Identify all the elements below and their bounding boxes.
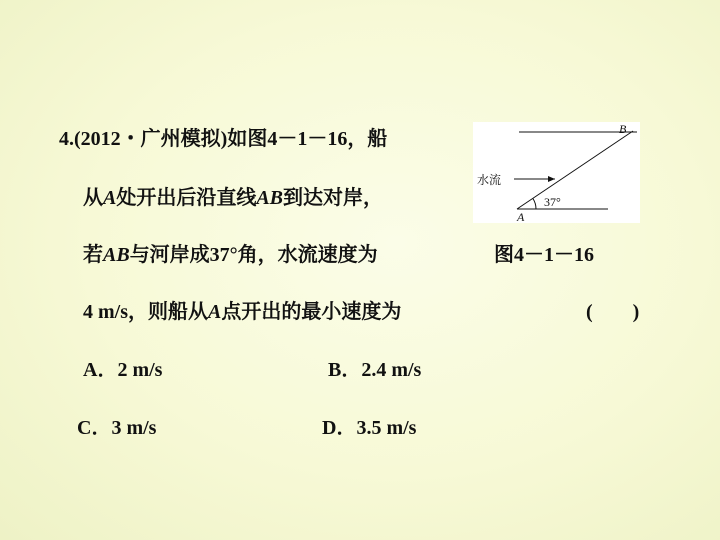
question-line-2	[83, 185, 383, 211]
point-b-label: B	[619, 122, 627, 136]
option-value: 3.5 m/s	[356, 417, 417, 439]
answer-blank: ( )	[586, 301, 640, 323]
option-value: 3 m/s	[111, 417, 157, 439]
option-letter: D．	[322, 417, 357, 439]
text-segment: 从	[83, 187, 103, 209]
option-d	[322, 415, 416, 441]
option-c	[77, 415, 156, 441]
option-value: 2 m/s	[117, 359, 163, 381]
flow-arrow-head	[548, 176, 555, 182]
question-line-1	[59, 126, 387, 152]
figure-caption-text: 图4－1－16	[494, 244, 594, 266]
path-ab-line	[517, 131, 633, 209]
flow-label: 水流	[477, 173, 502, 187]
text-segment: 4 m/s，则船从	[83, 301, 208, 323]
point-a-ref: A	[208, 301, 222, 323]
text-segment: 与河岸成37°角，水流速度为	[129, 244, 378, 266]
point-a-label: A	[517, 210, 525, 223]
angle-label: 37°	[544, 195, 561, 209]
line-ab-ref: AB	[256, 187, 284, 209]
option-value: 2.4 m/s	[361, 359, 422, 381]
question-line-4	[83, 299, 401, 325]
option-letter: C．	[77, 417, 112, 439]
figure-caption	[494, 242, 594, 268]
text-segment: 点开出的最小速度为	[221, 301, 402, 323]
option-a	[83, 357, 162, 383]
question-line-3	[83, 242, 378, 268]
text-segment: 若	[83, 244, 103, 266]
option-b	[328, 357, 421, 383]
point-a-ref: A	[103, 187, 117, 209]
option-letter: A．	[83, 359, 118, 381]
question-stem-start: 4.(2012・广州模拟)如图4－1－16，船	[59, 128, 388, 150]
text-segment: 处开出后沿直线	[116, 187, 257, 209]
option-letter: B．	[328, 359, 362, 381]
answer-paren	[586, 299, 639, 325]
river-crossing-figure	[473, 122, 640, 223]
angle-arc	[533, 198, 536, 209]
text-segment: 到达对岸，	[283, 187, 384, 209]
line-ab-ref: AB	[103, 244, 130, 266]
